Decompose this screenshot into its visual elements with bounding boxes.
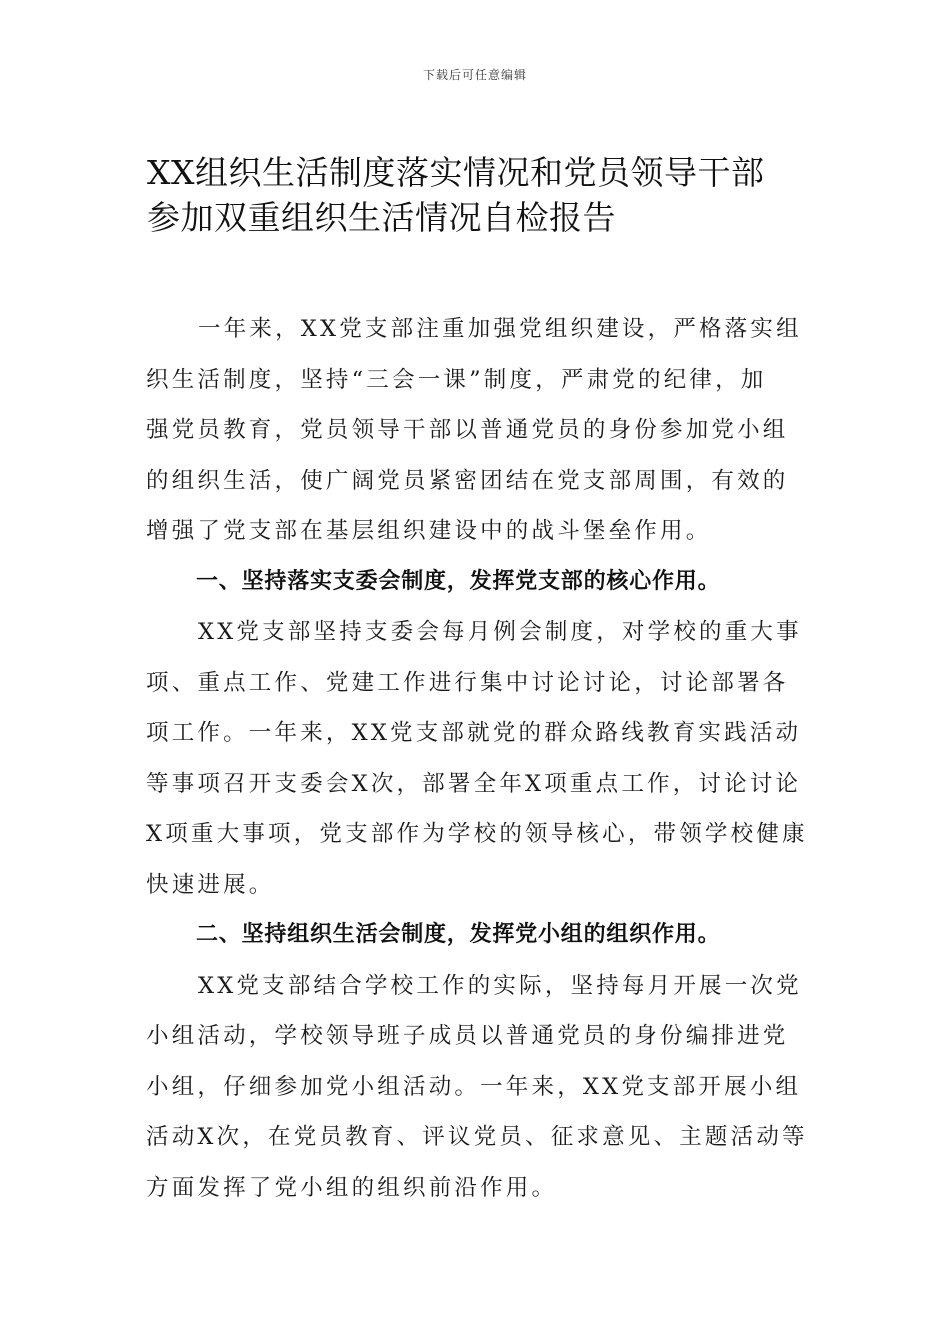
paragraph-line: XX党支部坚持支委会每月例会制度，对学校的重大事 [198,619,802,645]
paragraph-line: 强党员教育，党员领导干部以普通党员的身份参加党小组 [146,417,789,443]
paragraph-line: 增强了党支部在基层组织建设中的战斗堡垒作用。 [146,518,712,544]
title-line: 参加双重组织生活情况自检报告 [147,198,616,237]
paragraph-line: 小组，仔细参加党小组活动。一年来，XX党支部开展小组 [146,1073,802,1100]
paragraph-line: 活动X次，在党员教育、评议党员、征求意见、主题活动等 [146,1124,808,1150]
paragraph-line: 一年来，XX党支部注重加强党组织建设，严格落实组 [198,316,802,342]
title-line: XX组织生活制度落实情况和党员领导干部 [147,153,765,192]
paragraph-line: 等事项召开支委会X次，部署全年X项重点工作，讨论讨论 [146,770,802,797]
paragraph-line: 织生活制度，坚持“三会一课”制度，严肃党的纪律，加 [146,366,767,393]
paragraph-line: XX党支部结合学校工作的实际，坚持每月开展一次党 [198,972,802,999]
paragraph-line: 小组活动，学校领导班子成员以普通党员的身份编排进党 [146,1023,789,1049]
paragraph-line: X项重大事项，党支部作为学校的领导核心，带领学校健康 [146,821,808,847]
section-heading: 一、坚持落实支委会制度，发挥党支部的核心作用。 [196,568,721,594]
paragraph-line: 方面发挥了党小组的组织前沿作用。 [146,1174,558,1201]
header-note: 下载后可任意编辑 [422,68,527,82]
paragraph-line: 的组织生活，使广阔党员紧密团结在党支部周围，有效的 [146,467,789,494]
page-title [147,150,817,240]
paragraph-line: 项工作。一年来，XX党支部就党的群众路线教育实践活动 [146,720,802,746]
document-body [146,304,808,1213]
section-heading: 二、坚持组织生活会制度，发挥党小组的组织作用。 [196,922,721,947]
paragraph-line: 项、重点工作、党建工作进行集中讨论讨论，讨论部署各 [146,669,789,696]
paragraph-line: 快速进展。 [146,871,275,898]
